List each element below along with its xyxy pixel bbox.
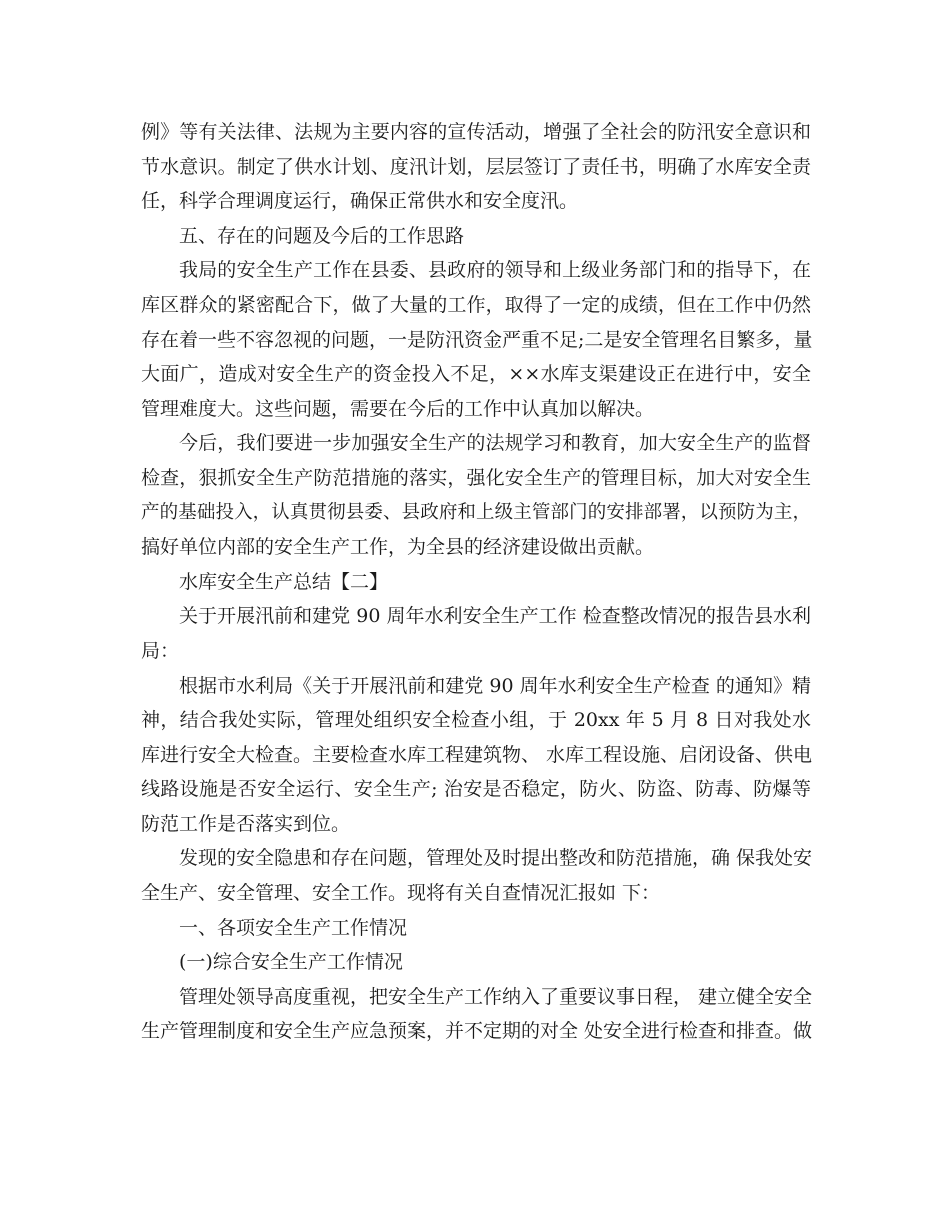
text-line: 今后，我们要进一步加强安全生产的法规学习和教育，加大安全生产的监督 <box>179 432 811 455</box>
document-body <box>141 115 811 1049</box>
text-line: 关于开展汛前和建党 90 周年水利安全生产工作 检查整改情况的报告县水利 <box>179 605 811 628</box>
text-line: 生产管理制度和安全生产应急预案，并不定期的对全 处安全进行检查和排查。做 <box>141 1020 813 1043</box>
text-line: 例》等有关法律、法规为主要内容的宣传活动，增强了全社会的防汛安全意识和 <box>141 121 811 143</box>
section-heading: (一)综合安全生产工作情况 <box>179 951 403 974</box>
text-line: 任，科学合理调度运行，确保正常供水和安全度汛。 <box>141 190 579 213</box>
text-line: 节水意识。制定了供水计划、度汛计划，层层签订了责任书，明确了水库安全责 <box>141 155 811 178</box>
text-line: 检查，狠抓安全生产防范措施的落实，强化安全生产的管理目标，加大对安全生 <box>141 466 811 489</box>
section-heading: 五、存在的问题及今后的工作思路 <box>179 224 465 247</box>
text-line: 库区群众的紧密配合下，做了大量的工作，取得了一定的成绩，但在工作中仍然 <box>141 293 811 316</box>
text-line: 线路设施是否安全运行、安全生产; 治安是否稳定，防火、防盗、防毒、防爆等 <box>141 778 811 801</box>
section-heading: 水库安全生产总结【二】 <box>179 570 389 593</box>
text-line: 局： <box>141 639 180 662</box>
text-line: 根据市水利局《关于开展汛前和建党 90 周年水利安全生产检查 的通知》精 <box>179 674 811 697</box>
text-line: 全生产、安全管理、安全工作。现将有关自查情况汇报如 下： <box>141 882 661 905</box>
text-line: 我局的安全生产工作在县委、县政府的领导和上级业务部门和的指导下，在 <box>179 259 811 282</box>
text-line: 大面广，造成对安全生产的资金投入不足，××水库支渠建设正在进行中，安全 <box>141 363 811 386</box>
text-line: 管理难度大。这些问题，需要在今后的工作中认真加以解决。 <box>141 397 655 420</box>
text-line: 管理处领导高度重视，把安全生产工作纳入了重要议事日程， 建立健全安全 <box>179 985 813 1008</box>
text-line: 发现的安全隐患和存在问题，管理处及时提出整改和防范措施，确 保我处安 <box>179 847 813 870</box>
text-line: 存在着一些不容忽视的问题，一是防汛资金严重不足;二是安全管理名目繁多，量 <box>141 328 813 351</box>
text-line: 搞好单位内部的安全生产工作，为全县的经济建设做出贡献。 <box>141 536 655 559</box>
text-line: 产的基础投入，认真贯彻县委、县政府和上级主管部门的安排部署，以预防为主， <box>141 501 811 523</box>
text-line: 防范工作是否落实到位。 <box>141 812 351 835</box>
text-line: 神，结合我处实际，管理处组织安全检查小组，于 20xx 年 5 月 8 日对我处水 <box>141 709 811 732</box>
section-heading: 一、各项安全生产工作情况 <box>179 916 408 939</box>
text-line: 库进行安全大检查。主要检查水库工程建筑物、 水库工程设施、启闭设备、供电 <box>141 743 813 766</box>
